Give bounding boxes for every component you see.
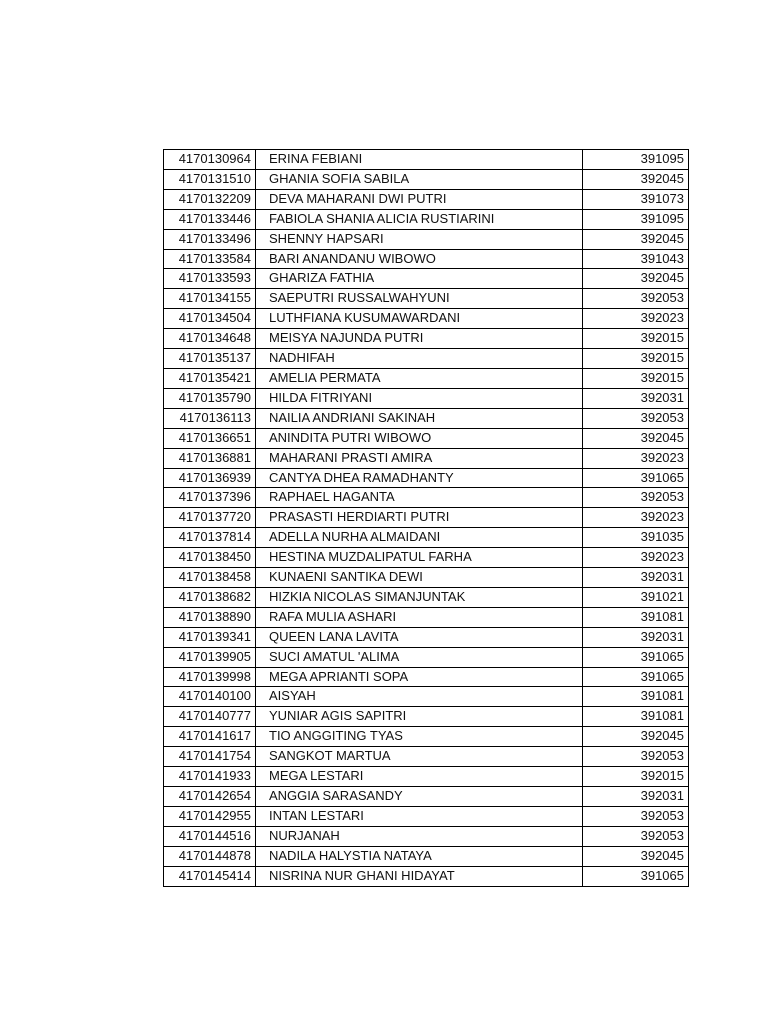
- program-code-cell: 391081: [583, 607, 689, 627]
- student-id-cell: 4170136651: [164, 428, 256, 448]
- student-id-cell: 4170137396: [164, 488, 256, 508]
- program-code-cell: 392053: [583, 806, 689, 826]
- student-name-cell: RAFA MULIA ASHARI: [256, 607, 583, 627]
- program-code-cell: 392015: [583, 767, 689, 787]
- table-row: [164, 468, 689, 488]
- student-id-cell: 4170135137: [164, 349, 256, 369]
- program-code-cell: 392031: [583, 787, 689, 807]
- student-name-cell: AISYAH: [256, 687, 583, 707]
- student-name-cell: AMELIA PERMATA: [256, 368, 583, 388]
- program-code-cell: 391081: [583, 707, 689, 727]
- student-id-cell: 4170142955: [164, 806, 256, 826]
- table-row: [164, 508, 689, 528]
- student-id-cell: 4170138458: [164, 568, 256, 588]
- student-name-cell: ERINA FEBIANI: [256, 150, 583, 170]
- student-id-cell: 4170135421: [164, 368, 256, 388]
- program-code-cell: 392015: [583, 329, 689, 349]
- table-row: [164, 627, 689, 647]
- student-name-cell: SANGKOT MARTUA: [256, 747, 583, 767]
- table-row: [164, 229, 689, 249]
- student-name-cell: INTAN LESTARI: [256, 806, 583, 826]
- student-name-cell: NURJANAH: [256, 826, 583, 846]
- student-id-cell: 4170137814: [164, 528, 256, 548]
- program-code-cell: 392023: [583, 448, 689, 468]
- table-row: [164, 767, 689, 787]
- program-code-cell: 392045: [583, 229, 689, 249]
- student-id-cell: 4170132209: [164, 189, 256, 209]
- table-row: [164, 388, 689, 408]
- student-name-cell: DEVA MAHARANI DWI PUTRI: [256, 189, 583, 209]
- student-name-cell: CANTYA DHEA RAMADHANTY: [256, 468, 583, 488]
- table-row: [164, 309, 689, 329]
- student-name-cell: HILDA FITRIYANI: [256, 388, 583, 408]
- student-name-cell: QUEEN LANA LAVITA: [256, 627, 583, 647]
- program-code-cell: 392015: [583, 349, 689, 369]
- program-code-cell: 392053: [583, 488, 689, 508]
- program-code-cell: 391065: [583, 468, 689, 488]
- program-code-cell: 392031: [583, 388, 689, 408]
- student-id-cell: 4170133584: [164, 249, 256, 269]
- table-row: [164, 607, 689, 627]
- student-name-cell: SAEPUTRI RUSSALWAHYUNI: [256, 289, 583, 309]
- table-row: [164, 189, 689, 209]
- table-row: [164, 169, 689, 189]
- program-code-cell: 392023: [583, 548, 689, 568]
- program-code-cell: 391065: [583, 866, 689, 886]
- table-row: [164, 349, 689, 369]
- table-row: [164, 488, 689, 508]
- table-row: [164, 329, 689, 349]
- program-code-cell: 392045: [583, 169, 689, 189]
- table-row: [164, 428, 689, 448]
- table-row: [164, 727, 689, 747]
- student-id-cell: 4170139998: [164, 667, 256, 687]
- program-code-cell: 392053: [583, 747, 689, 767]
- program-code-cell: 392045: [583, 846, 689, 866]
- program-code-cell: 391021: [583, 587, 689, 607]
- table-row: [164, 568, 689, 588]
- student-id-cell: 4170135790: [164, 388, 256, 408]
- table-row: [164, 249, 689, 269]
- student-id-cell: 4170133496: [164, 229, 256, 249]
- student-id-cell: 4170141617: [164, 727, 256, 747]
- student-id-cell: 4170136113: [164, 408, 256, 428]
- program-code-cell: 392053: [583, 289, 689, 309]
- student-name-cell: SHENNY HAPSARI: [256, 229, 583, 249]
- program-code-cell: 392045: [583, 727, 689, 747]
- program-code-cell: 392031: [583, 627, 689, 647]
- table-row: [164, 846, 689, 866]
- table-row: [164, 448, 689, 468]
- table-row: [164, 150, 689, 170]
- student-id-cell: 4170136881: [164, 448, 256, 468]
- roster-table-body: [164, 150, 689, 887]
- program-code-cell: 392053: [583, 826, 689, 846]
- student-name-cell: NADILA HALYSTIA NATAYA: [256, 846, 583, 866]
- student-name-cell: MAHARANI PRASTI AMIRA: [256, 448, 583, 468]
- student-name-cell: FABIOLA SHANIA ALICIA RUSTIARINI: [256, 209, 583, 229]
- table-row: [164, 747, 689, 767]
- table-row: [164, 647, 689, 667]
- student-id-cell: 4170138682: [164, 587, 256, 607]
- table-row: [164, 368, 689, 388]
- student-id-cell: 4170134648: [164, 329, 256, 349]
- student-name-cell: LUTHFIANA KUSUMAWARDANI: [256, 309, 583, 329]
- program-code-cell: 391073: [583, 189, 689, 209]
- student-id-cell: 4170144878: [164, 846, 256, 866]
- student-name-cell: MEGA APRIANTI SOPA: [256, 667, 583, 687]
- table-row: [164, 687, 689, 707]
- student-name-cell: KUNAENI SANTIKA DEWI: [256, 568, 583, 588]
- student-name-cell: MEGA LESTARI: [256, 767, 583, 787]
- student-name-cell: GHANIA SOFIA SABILA: [256, 169, 583, 189]
- table-row: [164, 408, 689, 428]
- student-name-cell: ANINDITA PUTRI WIBOWO: [256, 428, 583, 448]
- student-id-cell: 4170145414: [164, 866, 256, 886]
- student-name-cell: BARI ANANDANU WIBOWO: [256, 249, 583, 269]
- student-id-cell: 4170137720: [164, 508, 256, 528]
- student-id-cell: 4170138450: [164, 548, 256, 568]
- student-id-cell: 4170140777: [164, 707, 256, 727]
- program-code-cell: 392023: [583, 508, 689, 528]
- student-id-cell: 4170133593: [164, 269, 256, 289]
- student-id-cell: 4170133446: [164, 209, 256, 229]
- student-id-cell: 4170139905: [164, 647, 256, 667]
- program-code-cell: 391095: [583, 150, 689, 170]
- table-row: [164, 548, 689, 568]
- student-name-cell: ANGGIA SARASANDY: [256, 787, 583, 807]
- table-row: [164, 707, 689, 727]
- table-row: [164, 209, 689, 229]
- student-name-cell: HESTINA MUZDALIPATUL FARHA: [256, 548, 583, 568]
- program-code-cell: 392045: [583, 428, 689, 448]
- student-name-cell: MEISYA NAJUNDA PUTRI: [256, 329, 583, 349]
- table-row: [164, 528, 689, 548]
- student-id-cell: 4170131510: [164, 169, 256, 189]
- table-row: [164, 289, 689, 309]
- student-name-cell: ADELLA NURHA ALMAIDANI: [256, 528, 583, 548]
- student-id-cell: 4170141933: [164, 767, 256, 787]
- student-id-cell: 4170140100: [164, 687, 256, 707]
- program-code-cell: 391081: [583, 687, 689, 707]
- program-code-cell: 391035: [583, 528, 689, 548]
- table-row: [164, 866, 689, 886]
- program-code-cell: 391043: [583, 249, 689, 269]
- student-name-cell: RAPHAEL HAGANTA: [256, 488, 583, 508]
- program-code-cell: 391065: [583, 647, 689, 667]
- program-code-cell: 391095: [583, 209, 689, 229]
- program-code-cell: 392031: [583, 568, 689, 588]
- student-id-cell: 4170136939: [164, 468, 256, 488]
- student-name-cell: NADHIFAH: [256, 349, 583, 369]
- table-row: [164, 587, 689, 607]
- roster-sheet: [163, 149, 688, 887]
- student-name-cell: YUNIAR AGIS SAPITRI: [256, 707, 583, 727]
- program-code-cell: 392053: [583, 408, 689, 428]
- student-name-cell: GHARIZA FATHIA: [256, 269, 583, 289]
- student-name-cell: SUCI AMATUL 'ALIMA: [256, 647, 583, 667]
- student-id-cell: 4170141754: [164, 747, 256, 767]
- table-row: [164, 787, 689, 807]
- program-code-cell: 391065: [583, 667, 689, 687]
- student-name-cell: HIZKIA NICOLAS SIMANJUNTAK: [256, 587, 583, 607]
- student-id-cell: 4170144516: [164, 826, 256, 846]
- student-name-cell: PRASASTI HERDIARTI PUTRI: [256, 508, 583, 528]
- student-id-cell: 4170139341: [164, 627, 256, 647]
- student-id-cell: 4170138890: [164, 607, 256, 627]
- table-row: [164, 667, 689, 687]
- table-row: [164, 826, 689, 846]
- student-name-cell: TIO ANGGITING TYAS: [256, 727, 583, 747]
- program-code-cell: 392015: [583, 368, 689, 388]
- table-row: [164, 269, 689, 289]
- program-code-cell: 392023: [583, 309, 689, 329]
- student-id-cell: 4170130964: [164, 150, 256, 170]
- student-id-cell: 4170134155: [164, 289, 256, 309]
- student-id-cell: 4170134504: [164, 309, 256, 329]
- table-row: [164, 806, 689, 826]
- student-id-cell: 4170142654: [164, 787, 256, 807]
- roster-table: [163, 149, 689, 887]
- student-name-cell: NAILIA ANDRIANI SAKINAH: [256, 408, 583, 428]
- student-name-cell: NISRINA NUR GHANI HIDAYAT: [256, 866, 583, 886]
- program-code-cell: 392045: [583, 269, 689, 289]
